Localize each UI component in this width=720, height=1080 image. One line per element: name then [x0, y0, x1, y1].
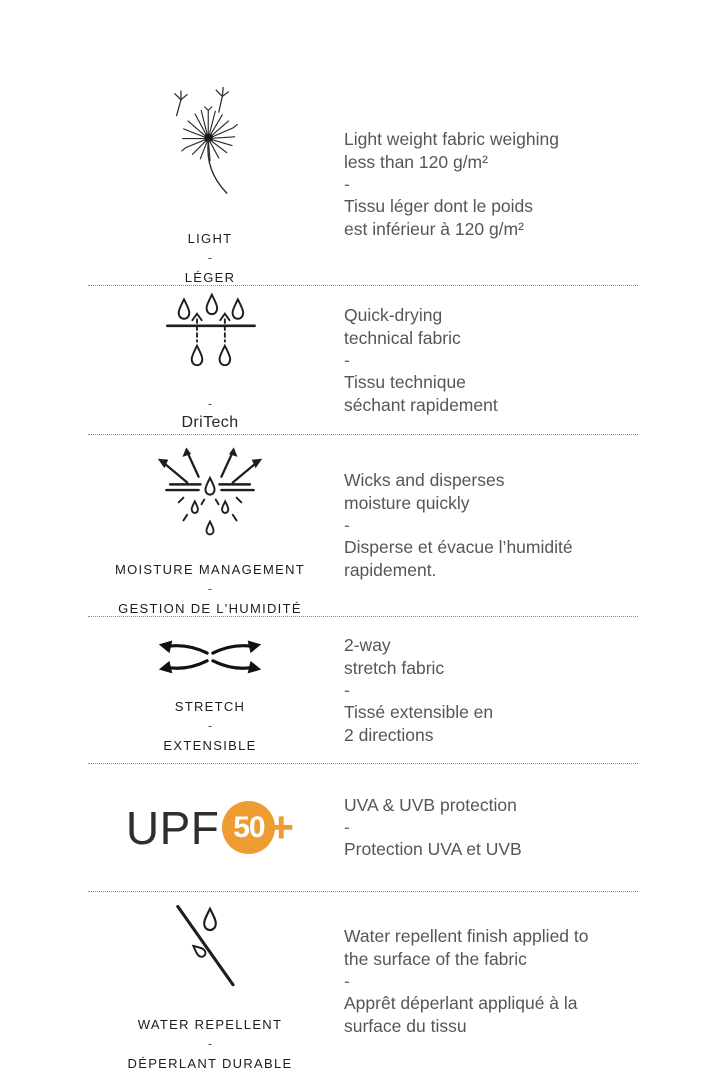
feature-icon-column	[94, 435, 326, 616]
feature-description	[326, 469, 720, 582]
feature-label: MOISTURE MANAGEMENT	[114, 562, 306, 577]
description-fr-line: est inférieur à 120 g/m²	[344, 219, 524, 239]
feature-label: DriTech	[181, 414, 239, 431]
feature-label: GESTION DE L'HUMIDITÉ	[118, 601, 302, 616]
feature-row-dritech	[0, 286, 720, 434]
quick-dry-drops-icon	[158, 288, 262, 384]
upf-text: UPF	[125, 801, 220, 854]
description-en-line: Light weight fabric weighing	[344, 129, 559, 149]
description-fr-line: Tissu technique	[344, 371, 466, 392]
feature-list	[0, 84, 720, 1071]
description-en-line: UVA & UVB protection	[344, 795, 517, 815]
feature-row-stretch	[0, 617, 720, 763]
stretch-arrows-icon	[146, 628, 274, 684]
description-en-line: less than 120 g/m²	[344, 152, 488, 172]
water-repellent-drop-icon	[164, 892, 256, 1002]
feature-label: STRETCH	[174, 698, 246, 714]
feature-row-upf	[0, 764, 720, 891]
label-separator-dash: -	[207, 717, 213, 733]
text-separator-dash: -	[344, 349, 350, 370]
text-separator-dash: -	[344, 174, 350, 194]
feature-description	[326, 925, 720, 1038]
feature-row-water-repellent	[0, 892, 720, 1071]
label-separator-dash: -	[207, 1036, 213, 1051]
feature-labels	[163, 692, 256, 753]
feature-labels	[181, 392, 238, 432]
feature-label: EXTENSIBLE	[163, 737, 257, 753]
feature-icon-column	[94, 288, 326, 432]
description-en-line: stretch fabric	[344, 657, 445, 678]
description-fr-line: 2 directions	[344, 724, 434, 745]
description-fr-line: séchant rapidement	[344, 394, 498, 415]
feature-label: LIGHT	[187, 231, 233, 246]
text-separator-dash: -	[344, 971, 350, 991]
feature-row-moisture	[0, 435, 720, 616]
description-fr-line: Protection UVA et UVB	[344, 839, 522, 859]
feature-description	[326, 304, 720, 417]
description-fr-line: Apprêt déperlant appliqué à la	[344, 993, 578, 1013]
feature-icon-column	[94, 84, 326, 285]
description-en-line: Water repellent finish applied to	[344, 926, 589, 946]
dandelion-icon	[157, 84, 263, 216]
feature-icon-column	[94, 892, 326, 1071]
feature-row-light	[0, 84, 720, 285]
description-en-line: Quick-drying	[344, 304, 443, 325]
upf-number-badge: 50	[222, 801, 275, 854]
description-fr-line: Tissé extensible en	[344, 701, 494, 722]
moisture-disperse-icon	[143, 435, 277, 547]
feature-description	[326, 128, 720, 241]
feature-labels	[185, 224, 236, 285]
feature-label: WATER REPELLENT	[137, 1017, 283, 1032]
label-separator-dash: -	[207, 581, 213, 596]
feature-description	[326, 634, 720, 747]
description-en-line: technical fabric	[344, 327, 461, 348]
feature-description	[326, 794, 720, 861]
feature-icon-column	[94, 628, 326, 753]
description-fr-line: Tissu léger dont le poids	[344, 196, 534, 216]
feature-labels	[128, 1010, 293, 1071]
feature-icon-column	[94, 801, 326, 855]
description-en-line: 2-way	[344, 634, 391, 655]
description-fr-line: surface du tissu	[344, 1016, 467, 1036]
description-fr-line: Disperse et évacue l’humidité	[344, 537, 573, 557]
upf-plus-sign: +	[268, 802, 295, 852]
upf-50-plus-logo	[126, 801, 294, 855]
text-separator-dash: -	[344, 817, 350, 837]
description-fr-line: rapidement.	[344, 560, 437, 580]
label-separator-dash: -	[207, 396, 213, 411]
text-separator-dash: -	[344, 679, 350, 700]
description-en-line: moisture quickly	[344, 493, 470, 513]
feature-label: LÉGER	[184, 270, 236, 285]
description-en-line: the surface of the fabric	[344, 949, 527, 969]
text-separator-dash: -	[344, 515, 350, 535]
label-separator-dash: -	[207, 250, 213, 265]
description-en-line: Wicks and disperses	[344, 470, 505, 490]
feature-label: DÉPERLANT DURABLE	[127, 1056, 293, 1071]
feature-labels	[115, 555, 305, 616]
